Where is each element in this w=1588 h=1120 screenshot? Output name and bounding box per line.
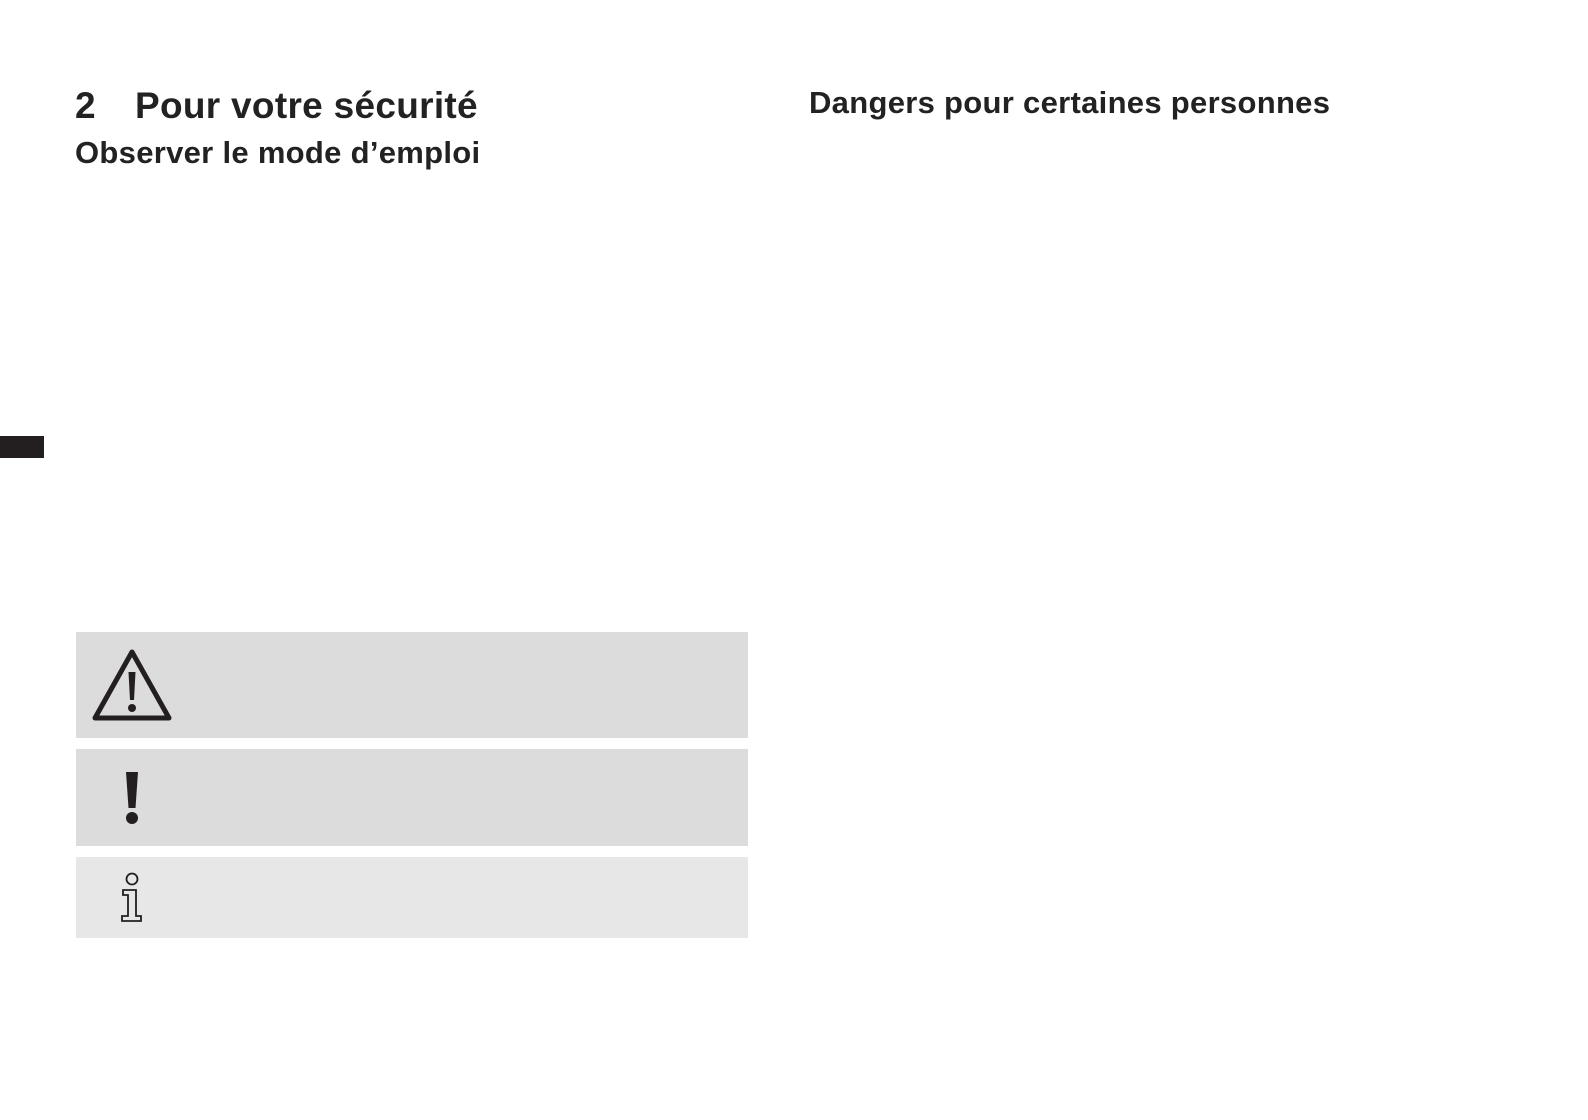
chapter-number: 2	[75, 85, 96, 126]
page-tab-marker	[0, 436, 44, 458]
warning-notice-box	[76, 632, 748, 738]
caution-notice-box	[76, 749, 748, 846]
section-heading-instructions: Observer le mode d’emploi	[75, 135, 481, 170]
section-heading-dangers: Dangers pour certaines personnes	[809, 85, 1331, 120]
warning-triangle-icon	[76, 648, 188, 722]
chapter-title: Pour votre sécurité	[135, 85, 478, 126]
exclamation-icon	[76, 770, 188, 826]
chapter-heading	[75, 84, 747, 128]
info-notice-box	[76, 857, 748, 938]
info-icon	[76, 872, 188, 924]
left-column	[75, 84, 747, 172]
